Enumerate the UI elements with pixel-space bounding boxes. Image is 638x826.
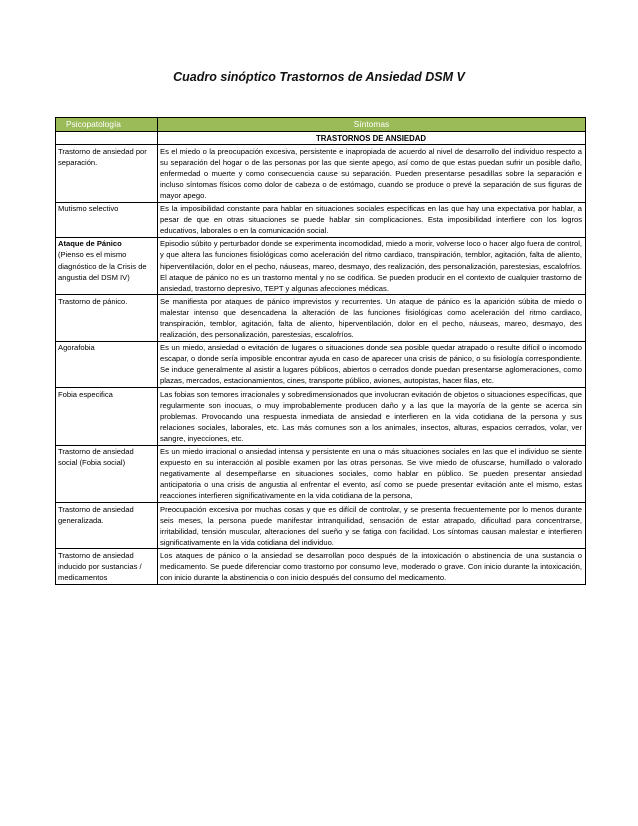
row-description: Es un miedo, ansiedad o evitación de lugares o situaciones donde sea posible quedar atrapado o resulte difícil o incomodo escapar, o donde sería imposible encontrar ayuda en caso de aparecer una crisis de pánico, o su fisiología correspondiente. Se induce generalmente al asistir a lugares públicos, abiertos o cerrados donde puedan presentarse aglomeraciones, como plazas, mercados, estacionamientos, cines, transporte público, aviones, autopistas, hacer filas, etc.: [158, 341, 586, 387]
header-psicopatologia: Psicopatología: [56, 118, 158, 132]
row-term-cell: [56, 237, 158, 294]
synoptic-table: [55, 117, 586, 585]
row-term: Ataque de Pánico: [58, 239, 122, 249]
table-row: [56, 341, 586, 387]
row-description: Se manifiesta por ataques de pánico imprevistos y recurrentes. Un ataque de pánico es la aparición súbita de miedo o malestar intenso que desencadena la alteración de las funciones fisiológicas como aceleración del ritmo cardiaco, transpiración, temblor, agitación, falta de aliento, hiperventilación, dolor en el pecho, náuseas, mareo, desmayo, des realización, des personalización, parestesias, escalofríos.: [158, 295, 586, 341]
row-term: Fobia especifica: [56, 388, 158, 445]
table-row: [56, 237, 586, 294]
row-term: Trastorno de ansiedad inducido por sustancias / medicamentos: [56, 549, 158, 584]
header-sintomas: Síntomas: [158, 118, 586, 132]
page-title: Cuadro sinóptico Trastornos de Ansiedad DSM V: [173, 70, 465, 84]
table-row: [56, 503, 586, 549]
row-term: Trastorno de ansiedad social (Fobia social): [56, 445, 158, 502]
row-term: Trastorno de pánico.: [56, 295, 158, 341]
row-term: Trastorno de ansiedad generalizada.: [56, 503, 158, 549]
row-description: Los ataques de pánico o la ansiedad se desarrollan poco después de la intoxicación o abstinencia de una sustancia o medicamento. Se puede diferenciar como trastorno por consumo leve, moderado o grave. Con inicio durante la intoxicación, con inicio durante la abstinencia o con inicio después del consumo del medicamento.: [158, 549, 586, 584]
row-term: Mutismo selectivo: [56, 202, 158, 237]
table-row: [56, 549, 586, 584]
table-row: [56, 202, 586, 237]
row-description: Es un miedo irracional o ansiedad intensa y persistente en una o más situaciones sociales en las que el individuo se siente expuesto en su interacción al posible examen por las otras personas. Se vive miedo de ofuscarse, humillado o valorado negativamente al desempeñarse en situaciones sociales, como hablar en público. Se pueden presentar ansiedad anticipatoria o una crisis de angustia al enfrentar el evento, así como se puede presentar evitación ante el mismo, estas reacciones interfieren significativamente en la vida cotidiana de la persona,: [158, 445, 586, 502]
table-row: [56, 295, 586, 341]
row-term: Agorafobia: [56, 341, 158, 387]
section-title: TRASTORNOS DE ANSIEDAD: [158, 132, 586, 145]
row-description: Las fobias son temores irracionales y sobredimensionados que involucran evitación de objetos o situaciones específicas, que regularmente son inocuas, o muy improbablemente producen daño y a las que la mayoría de la gente se acerca sin problemas. Provocando una respuesta inmediata de ansiedad e interfieren en la vida cotidiana de la persona y sus relaciones sociales, laborales, etc. Las más comunes son a los animales, insectos, alturas, espacios cerrados, volar, ver sangre, inyecciones, etc.: [158, 388, 586, 445]
section-title-empty-cell: [56, 132, 158, 145]
table-row: [56, 388, 586, 445]
table-row: [56, 145, 586, 202]
row-description: Episodio súbito y perturbador donde se experimenta incomodidad, miedo a morir, volverse loco o hacer algo fuera de control, y que altera las funciones fisiológicas como aceleración del ritmo cardiaco, transpiración, temblor, agitación, falta de aliento, hiperventilación, dolor en el pecho, náuseas, mareo, desmayo, des realización, des personalización, parestesias, escalofríos. El ataque de pánico no es un trastorno mental y no se codifica. Se pueden producir en el contexto de cualquier trastorno de ansiedad, trastorno depresivo, TEPT y algunas afecciones médicas.: [158, 237, 586, 294]
row-description: Preocupación excesiva por muchas cosas y que es difícil de controlar, y se presenta frecuentemente por lo menos durante seis meses, la persona puede manifestar intranquilidad, sensación de estar atrapado, dificultad para concentrarse, irritabilidad, tensión muscular, alteraciones del sueño y se fatiga con facilidad. Los síntomas causan malestar e interfieren significativamente en la vida cotidiana del individuo.: [158, 503, 586, 549]
row-description: Es la imposibilidad constante para hablar en situaciones sociales específicas en las que hay una expectativa por hablar, a pesar de que en otras situaciones se puede hablar sin complicaciones. Esta imposibilidad interfiere con los logros educativos, laborales o en la comunicación social.: [158, 202, 586, 237]
row-term: Trastorno de ansiedad por separación.: [56, 145, 158, 202]
row-description: Es el miedo o la preocupación excesiva, persistente e inapropiada de acuerdo al nivel de desarrollo del individuo respecto a su separación del hogar o de las personas por las que siente apego, así como de que estas puedan sufrir un posible daño, enfermedad o muerte y como consecuencia cause su separación. Pueden presentarse pesadillas sobre la separación e incluso síntomas físicos como dolor de cabeza o de estómago, cuando se produce o prevé la separación de sus figuras de mayor apego.: [158, 145, 586, 202]
row-term-note: (Pienso es el mismo diagnóstico de la Crisis de angustia del DSM IV): [58, 250, 147, 282]
table-row: [56, 445, 586, 502]
section-title-row: [56, 132, 586, 145]
table-header-row: [56, 118, 586, 132]
